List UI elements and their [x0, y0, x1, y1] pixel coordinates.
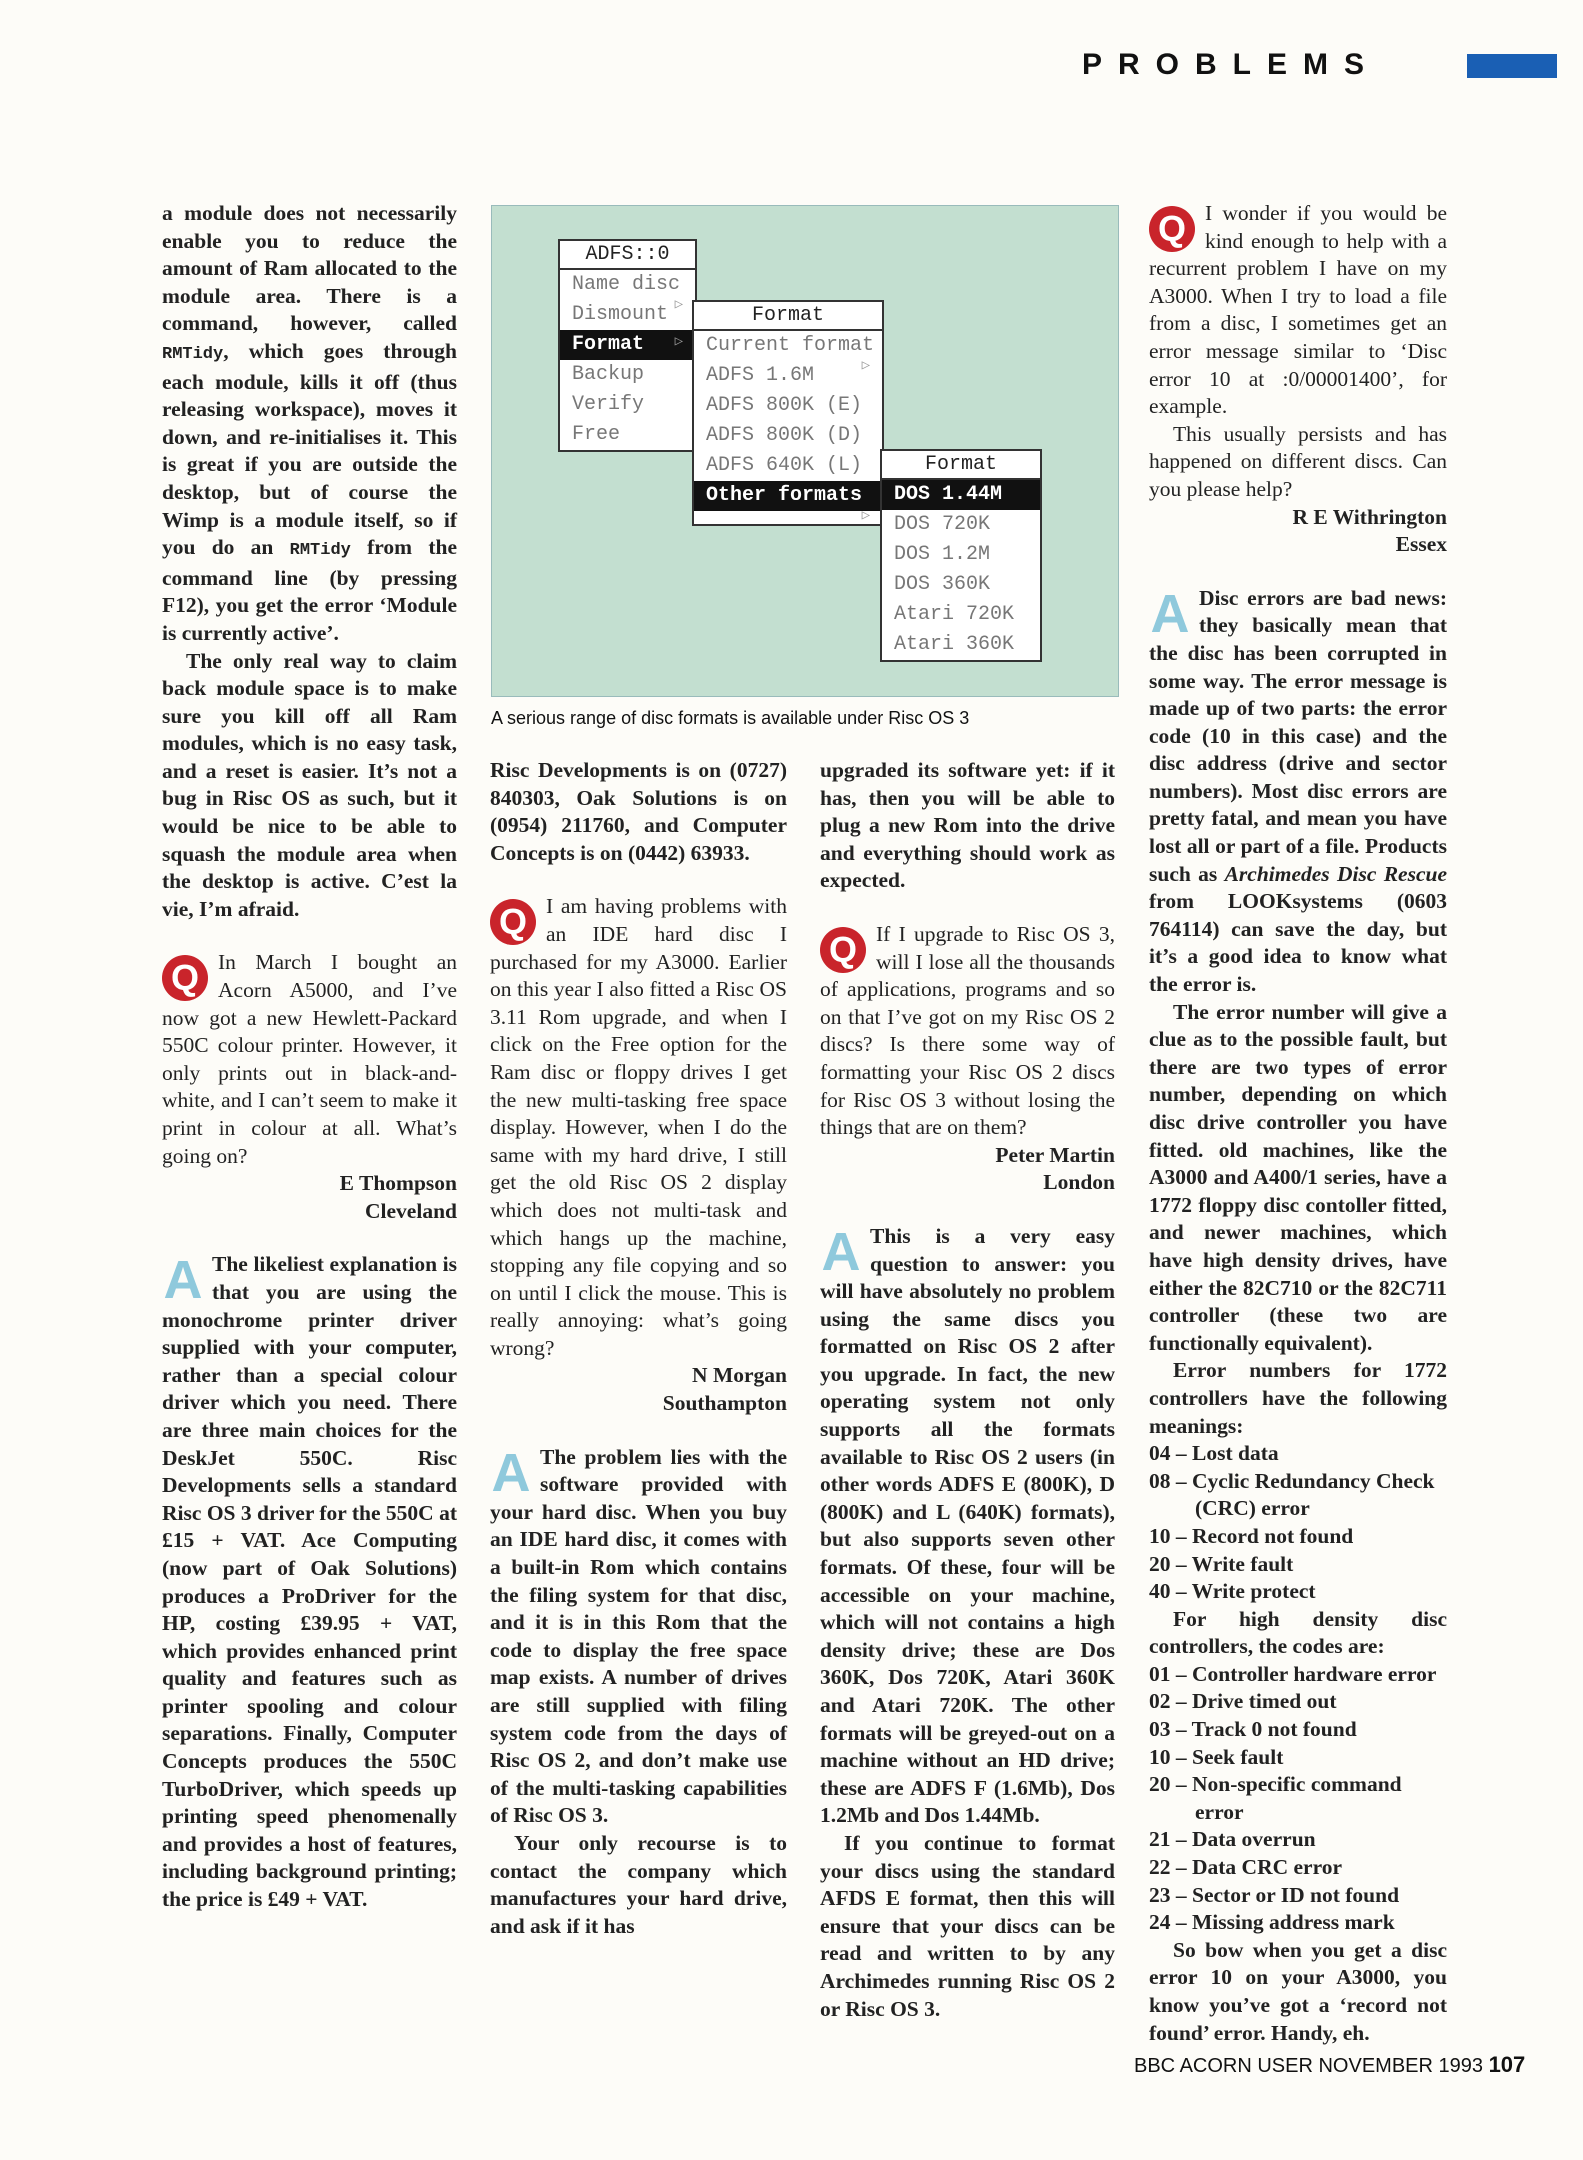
format-menu [692, 300, 884, 526]
answer-mark-icon: A [163, 1250, 203, 1311]
col1-paragraph-2: The only real way to claim back module space is to make sure you kill off all Ram modules, which is no easy task, and a reset is easier. It’s not a bug in Risc OS as such, but it would be nice to be able to squash the module area when the desktop is active. C’est la vie, I’m afraid. [162, 648, 457, 921]
signature-name: E Thompson [339, 1171, 457, 1196]
question-mark-icon: Q [820, 927, 866, 973]
error-code: 24 – Missing address mark [1149, 1910, 1395, 1935]
error-code: 10 – Seek fault [1149, 1744, 1284, 1769]
col2-paragraph-1: Risc Developments is on (0727) 840303, Oak Solutions is on (0954) 211760, and Computer Concepts is on (0442) 63933. [490, 758, 787, 865]
footer-publication: BBC ACORN USER NOVEMBER 1993 [1134, 2055, 1483, 2077]
menu-item: Current format ▷ [706, 334, 875, 374]
menu-item: Atari 360K [894, 633, 1015, 656]
screenshot-figure [491, 205, 1119, 697]
col1-question: Q In March I bought an Acorn A5000, and I’ve now got a new Hewlett-Packard 550C colour printer. However, it only prints out in black-and-white, and I can’t seem to make it print in colour at all. What’s going on? E Thompson Cleveland [162, 949, 457, 1225]
col2-answer: A The problem lies with the software provided with your hard disc. When you buy an IDE hard disc, it comes with a built-in Rom which contains the filing system for that disc, and it is in this Rom that the code to display the free space map exists. A number of drives are still supplied with filing system code from the days of Risc OS 2, and don’t make use of the multi-tasking capabilities of Risc OS 3. Your only recourse is to contact the company which manufactures your hard drive, and ask if it has [490, 1442, 787, 1938]
page-footer [1134, 2052, 1525, 2078]
menu-item: ADFS 800K (E) [706, 394, 863, 417]
menu-item-selected: Other formats ▷ [694, 481, 882, 511]
error-code: 40 – Write protect [1149, 1579, 1316, 1604]
menu-item: Backup [572, 363, 645, 386]
error-code: 03 – Track 0 not found [1149, 1717, 1357, 1742]
column-1 [162, 200, 457, 1914]
menu-item: Dismount [572, 303, 669, 326]
error-code: 02 – Drive timed out [1149, 1689, 1337, 1714]
menu-item: ADFS 640K (L) [706, 454, 863, 477]
column-2 [490, 757, 787, 1940]
error-code: 20 – Non-specific command error [1149, 1772, 1402, 1824]
menu-item: ADFS 1.6M [706, 364, 815, 387]
other-menu-title: Format [882, 451, 1040, 480]
figure-caption: A serious range of disc formats is available under Risc OS 3 [491, 708, 970, 728]
answer-mark-icon: A [821, 1221, 861, 1282]
error-code: 22 – Data CRC error [1149, 1855, 1343, 1880]
signature-place: Cleveland [365, 1198, 457, 1223]
answer-mark-icon: A [1150, 583, 1190, 644]
adfs-menu [558, 239, 697, 452]
signature-place: Southampton [662, 1391, 787, 1416]
col1-paragraph-1: a module does not necessarily enable you to reduce the amount of Ram allocated to the module area. There is a command, however, called RMTidy, which goes through each module, kills it off (thus releasing workspace), moves it down, and re-initialises it. This is great if you are outside the desktop, but of course the Wimp is a module itself, so if you do an RMTidy from the command line (by pressing F12), you get the error ‘Module is currently active’. [162, 201, 457, 645]
col4-answer: A Disc errors are bad news: they basically mean that the disc has been corrupted in some way. The error message is made up of two parts: the error code (10 in this case) and the disc address (drive and sector numbers). Most disc errors are pretty fatal, and mean you have lost all or part of a file. Products such as Archimedes Disc Rescue from LOOKsystems (0603 764114) can save the day, but it’s a good idea to know what the error is. The error number will give a clue as to the possible fault, but there are two types of error number, depending on which disc drive controller you have fitted. old machines, like the A3000 and A400/1 series, have a 1772 floppy disc contoller fitted, and newer machines, which have high density drives, have either the 82C710 or the 82C711 controller (these two are functionally equivalent). Error numbers for 1772 controllers have the following meanings: 04 – Lost data 08 – Cyclic Redundancy Check (CRC) error 10 – Record not found 20 – Write fault 40 – Write protect For high density disc controllers, the codes are: 01 – Controller hardware error 02 – Drive timed out 03 – Track 0 not found 10 – Seek fault 20 – Non-specific command error 21 – Data overrun 22 – Data CRC error 23 – Sector or ID not found 24 – Missing address mark So bow when you get a disc error 10 on your A3000, you know you’ve got a ‘record not found’ error. Handy, eh. [1149, 583, 1447, 2045]
format-menu-title: Format [694, 302, 882, 331]
col3-paragraph-1: upgraded its software yet: if it has, then you will be able to plug a new Rom into the drive and everything should work as expected. [820, 758, 1115, 893]
error-code: 01 – Controller hardware error [1149, 1661, 1437, 1686]
error-code: 20 – Write fault [1149, 1551, 1294, 1576]
other-formats-menu [880, 449, 1042, 662]
answer-mark-icon: A [491, 1442, 531, 1503]
error-code: 08 – Cyclic Redundancy Check (CRC) error [1149, 1468, 1435, 1521]
col4-question: Q I wonder if you would be kind enough to help with a recurrent problem I have on my A3000. When I try to load a file from a disc, I sometimes get an error message similar to ‘Disc error 10 at :0/00001400’, for example. This usually persists and has happened on different discs. Can you please help? R E Withrington Essex [1149, 200, 1447, 559]
menu-item: Atari 720K [894, 603, 1015, 626]
signature-name: N Morgan [692, 1363, 787, 1388]
column-4 [1149, 200, 1447, 2047]
signature-place: London [1043, 1170, 1115, 1195]
signature-place: Essex [1395, 532, 1447, 557]
menu-item: ADFS 800K (D) [706, 424, 863, 447]
question-mark-icon: Q [162, 955, 208, 1001]
adfs-menu-title: ADFS::0 [560, 241, 695, 270]
signature-name: R E Withrington [1292, 504, 1447, 529]
col3-question: Q If I upgrade to Risc OS 3, will I lose all the thousands of applications, programs and so on that I’ve got on my Risc OS 2 discs? Is there some way of formatting your Risc OS 2 discs for Risc OS 3 without losing the things that are on them? Peter Martin London [820, 921, 1115, 1197]
error-code: 23 – Sector or ID not found [1149, 1882, 1400, 1907]
error-code: 04 – Lost data [1149, 1441, 1279, 1466]
menu-item: Verify [572, 393, 645, 416]
page-number: 107 [1488, 2052, 1526, 2077]
menu-item-selected: Format ▷ [560, 330, 695, 360]
section-color-bar [1467, 54, 1557, 78]
menu-item-selected: DOS 1.44M [882, 480, 1040, 510]
col3-answer: A This is a very easy question to answer: you will have absolutely no problem using the same discs you formatted on Risc OS 2 after you upgrade. In fact, the new operating system not only supports all the formats available to Risc OS 2 users (in other words ADFS E (800K), D (800K) and L (640K) formats), but also supports seven other formats. Of these, four will be accessible on your machine, which will not contains a high density drive; these are Dos 360K, Dos 720K, Atari 360K and Atari 720K. The other formats will be greyed-out on a machine without an HD drive; these are ADFS F (1.6Mb), Dos 1.2Mb and Dos 1.44Mb. If you continue to format your discs using the standard AFDS E format, then this will ensure that your discs can be read and written to by any Archimedes running Risc OS 2 or Risc OS 3. [820, 1221, 1115, 2021]
error-code: 10 – Record not found [1149, 1523, 1354, 1548]
column-3 [820, 757, 1115, 2023]
question-mark-icon: Q [1149, 206, 1195, 252]
signature-name: Peter Martin [995, 1142, 1115, 1167]
col2-question: Q I am having problems with an IDE hard disc I purchased for my A3000. Earlier on this year I also fitted a Risc OS 3.11 Rom upgrade, and when I click on the Free option for the Ram disc or floppy drives I get the new multi-tasking free space display. However, when I do the same with my hard drive, I still get the old Risc OS 2 display which does not multi-task and which hangs up the machine, stopping any file copying and so on until I click the mouse. This is really annoying: what’s going wrong? N Morgan Southampton [490, 893, 787, 1417]
col1-answer: A The likeliest explanation is that you are using the monochrome printer driver supplied with your computer, rather than a special colour driver which you need. There are three main choices for the DeskJet 550C. Risc Developments sells a standard Risc OS 3 driver for the 550C at £15 + VAT. Ace Computing (now part of Oak Solutions) produces a ProDriver for the HP, costing £39.95 + VAT, which provides enhanced print quality and features such as printer spooling and colour separations. Finally, Computer Concepts produces the 550C TurboDriver, which speeds up printing speed phenomenally and provides a host of features, including background printing; the price is £49 + VAT. [162, 1250, 457, 1912]
error-code: 21 – Data overrun [1149, 1827, 1316, 1852]
menu-item: DOS 720K [894, 513, 991, 536]
question-mark-icon: Q [490, 899, 536, 945]
section-title: PROBLEMS [1082, 48, 1381, 81]
menu-item: Free [572, 423, 621, 446]
menu-item: DOS 360K [894, 573, 991, 596]
menu-item: DOS 1.2M [894, 543, 991, 566]
menu-item: Name disc ▷ [572, 273, 683, 313]
